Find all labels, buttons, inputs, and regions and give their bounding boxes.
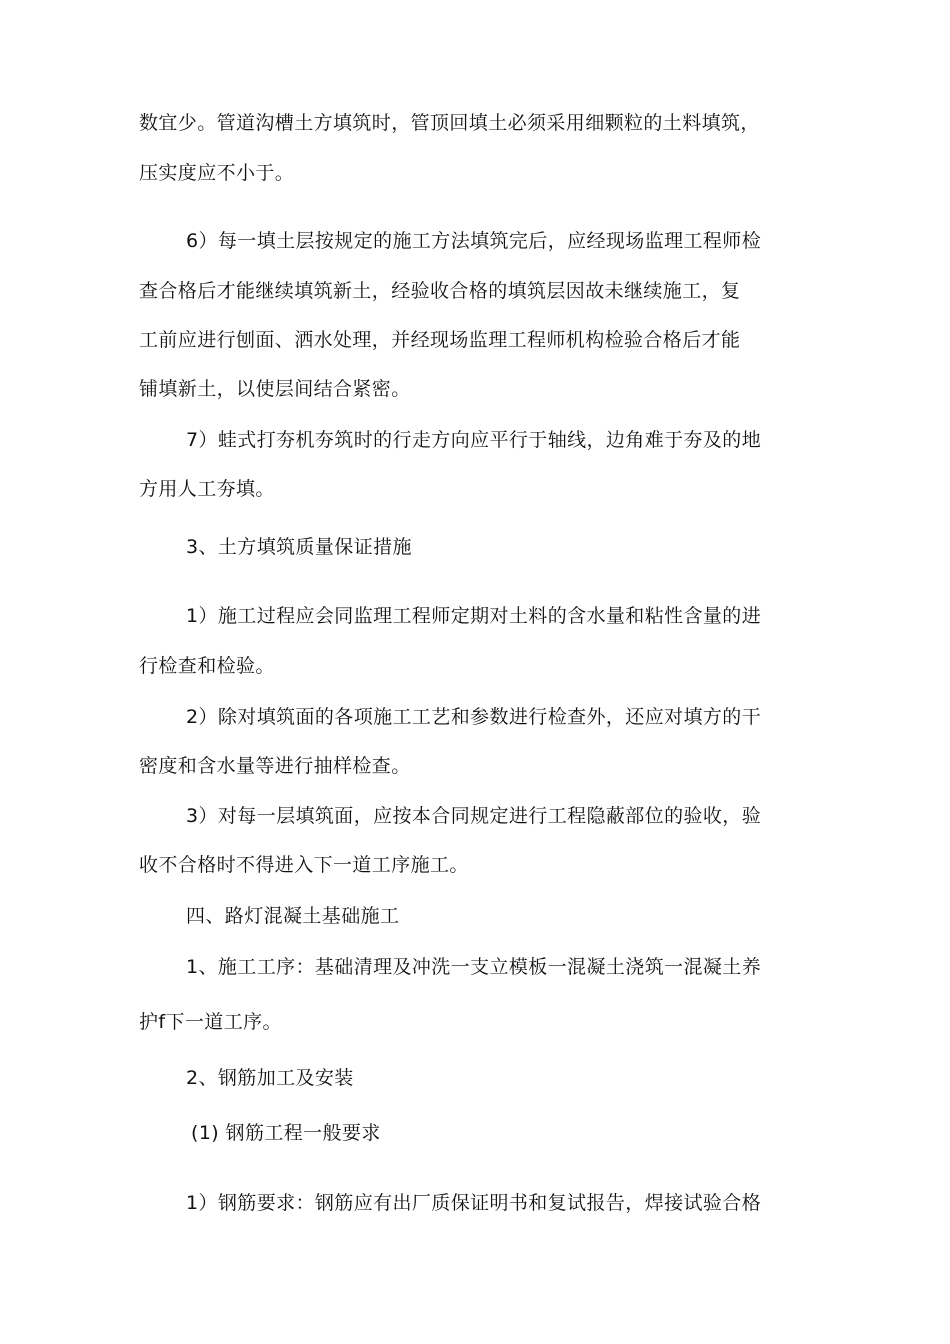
paragraph-start: 6）每一填土层按规定的施工方法填筑完后，应经现场监理工程师检	[186, 230, 762, 252]
paragraph-start: 3）对每一层填筑面，应按本合同规定进行工程隐蔽部位的验收，验	[186, 805, 762, 827]
sub-heading: (1) 钢筋工程一般要求	[191, 1122, 381, 1144]
text-line: 工前应进行刨面、洒水处理，并经现场监理工程师机构检验合格后才能	[139, 329, 741, 351]
text-line: 压实度应不小于。	[139, 162, 295, 184]
paragraph-start: 2）除对填筑面的各项施工工艺和参数进行检查外，还应对填方的干	[186, 706, 762, 728]
section-heading: 2、钢筋加工及安装	[186, 1067, 354, 1089]
text-line: 行检查和检验。	[139, 655, 275, 677]
text-line: 数宜少。管道沟槽土方填筑时，管顶回填土必须采用细颗粒的土料填筑，	[139, 112, 760, 134]
text-line: 收不合格时不得进入下一道工序施工。	[139, 854, 469, 876]
text-line: 方用人工夯填。	[139, 478, 275, 500]
text-line: 护f下一道工序。	[139, 1011, 282, 1033]
paragraph-start: 1）施工过程应会同监理工程师定期对土料的含水量和粘性含量的进	[186, 605, 762, 627]
text-line: 铺填新土，以使层间结合紧密。	[139, 378, 411, 400]
paragraph-start: 1）钢筋要求：钢筋应有出厂质保证明书和复试报告，焊接试验合格	[186, 1192, 762, 1214]
paragraph-start: 1、施工工序：基础清理及冲洗一支立模板一混凝土浇筑一混凝土养	[186, 956, 762, 978]
section-heading: 四、路灯混凝土基础施工	[186, 905, 400, 927]
text-line: 密度和含水量等进行抽样检查。	[139, 755, 411, 777]
section-heading: 3、土方填筑质量保证措施	[186, 536, 412, 558]
paragraph-start: 7）蛙式打夯机夯筑时的行走方向应平行于轴线，边角难于夯及的地	[186, 429, 762, 451]
text-line: 查合格后才能继续填筑新土，经验收合格的填筑层因故未继续施工，复	[139, 280, 741, 302]
